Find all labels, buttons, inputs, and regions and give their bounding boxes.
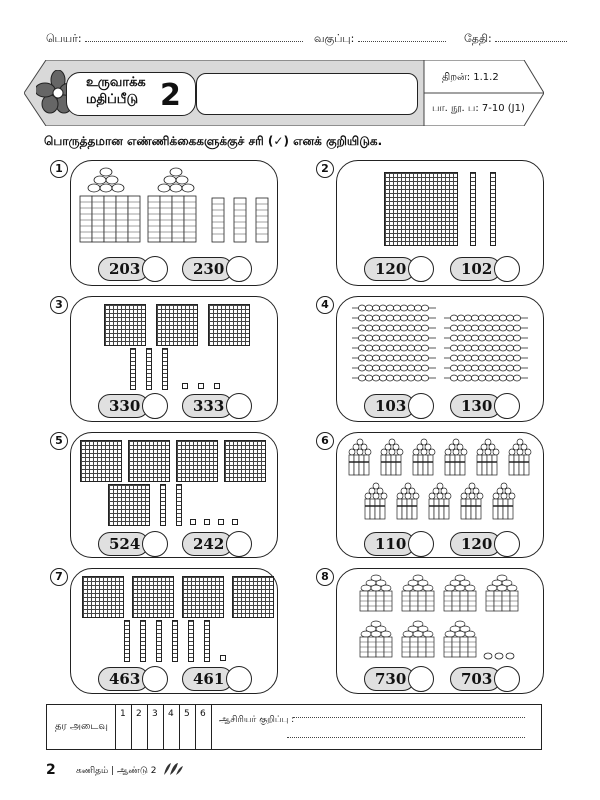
- date-field: [464, 32, 567, 47]
- unit-cube: [204, 519, 210, 525]
- name-label: பெயர்:: [46, 32, 82, 45]
- question-number-1: 1: [50, 160, 68, 178]
- level-cell-6[interactable]: 6: [195, 705, 212, 749]
- check-circle-3a[interactable]: [142, 393, 168, 419]
- check-circle-7b[interactable]: [226, 666, 252, 692]
- check-circle-6b[interactable]: [494, 531, 520, 557]
- hundred-block: [176, 440, 218, 482]
- skill-label: திறன்: 1.1.2: [442, 72, 499, 83]
- leaf-logo-icon: [162, 762, 184, 776]
- ten-rod: [124, 620, 130, 662]
- banner-blank-box: [196, 73, 418, 115]
- option-8b: 703: [450, 667, 501, 691]
- check-circle-8a[interactable]: [408, 666, 434, 692]
- unit-cube: [198, 383, 204, 389]
- teacher-note-line-1[interactable]: [293, 717, 525, 718]
- check-circle-4a[interactable]: [408, 393, 434, 419]
- name-line[interactable]: [85, 41, 303, 42]
- unit-cube: [182, 383, 188, 389]
- ten-rod: [156, 620, 162, 662]
- option-7a: 463: [98, 667, 149, 691]
- teacher-note-line-2[interactable]: [287, 737, 525, 738]
- hundred-block: [128, 440, 170, 482]
- ten-rod: [140, 620, 146, 662]
- option-4b: 130: [450, 394, 501, 418]
- option-5b: 242: [182, 532, 233, 556]
- hundred-block: [224, 440, 266, 482]
- unit-cube: [214, 383, 220, 389]
- level-cell-2[interactable]: 2: [131, 705, 148, 749]
- option-5a: 524: [98, 532, 149, 556]
- unit-cube: [220, 655, 226, 661]
- option-1b: 230: [182, 257, 233, 281]
- divider: [211, 705, 212, 749]
- grade-table: [46, 704, 542, 750]
- check-circle-6a[interactable]: [408, 531, 434, 557]
- title-line1: உருவாக்க: [86, 75, 146, 90]
- level-cell-1[interactable]: 1: [115, 705, 132, 749]
- book-label: கணிதம் | ஆண்டு 2: [76, 766, 157, 776]
- grade-label: தர அடைவு: [55, 721, 108, 732]
- question-number-3: 3: [50, 296, 68, 314]
- popsicle-bundles-illustration: [348, 438, 536, 524]
- question-number-5: 5: [50, 432, 68, 450]
- class-field: [314, 32, 446, 47]
- date-line[interactable]: [495, 41, 567, 42]
- check-circle-3b[interactable]: [226, 393, 252, 419]
- ten-rod: [160, 484, 166, 526]
- coin-piles-illustration: [358, 574, 528, 664]
- check-circle-8b[interactable]: [494, 666, 520, 692]
- hundred-block: [108, 484, 150, 526]
- option-3b: 333: [182, 394, 233, 418]
- question-number-7: 7: [50, 568, 68, 586]
- option-2a: 120: [364, 257, 415, 281]
- assessment-number: 2: [160, 78, 181, 113]
- unit-cube: [190, 519, 196, 525]
- ten-rod: [470, 172, 476, 246]
- option-4a: 103: [364, 394, 415, 418]
- check-circle-5b[interactable]: [226, 531, 252, 557]
- class-line[interactable]: [358, 41, 446, 42]
- option-2b: 102: [450, 257, 501, 281]
- page-number: 2: [46, 762, 56, 778]
- ten-rod: [188, 620, 194, 662]
- class-label: வகுப்பு:: [314, 32, 355, 45]
- option-7b: 461: [182, 667, 233, 691]
- date-label: தேதி:: [464, 32, 492, 45]
- check-circle-2b[interactable]: [494, 256, 520, 282]
- hundred-block: [232, 576, 274, 618]
- check-circle-4b[interactable]: [494, 393, 520, 419]
- option-6b: 120: [450, 532, 501, 556]
- teacher-note-label: ஆசிரியர் குறிப்பு :: [219, 715, 295, 725]
- check-circle-7a[interactable]: [142, 666, 168, 692]
- check-circle-2a[interactable]: [408, 256, 434, 282]
- option-1a: 203: [98, 257, 149, 281]
- hundred-block: [82, 576, 124, 618]
- level-cell-4[interactable]: 4: [163, 705, 180, 749]
- hundred-block: [80, 440, 122, 482]
- level-cell-3[interactable]: 3: [147, 705, 164, 749]
- option-6a: 110: [364, 532, 415, 556]
- check-circle-1a[interactable]: [142, 256, 168, 282]
- ten-rod: [162, 348, 168, 390]
- instruction-text: பொருத்தமான எண்ணிக்கைகளுக்குச் சரி (✓) எனக் குறியிடுக.: [44, 134, 383, 148]
- coin-stacks-illustration: [76, 166, 276, 246]
- bead-strings-illustration: [352, 304, 532, 388]
- check-circle-5a[interactable]: [142, 531, 168, 557]
- check-circle-1b[interactable]: [226, 256, 252, 282]
- option-3a: 330: [98, 394, 149, 418]
- hundred-block: [208, 304, 250, 346]
- question-number-4: 4: [316, 296, 334, 314]
- level-cell-5[interactable]: 5: [179, 705, 196, 749]
- question-number-2: 2: [316, 160, 334, 178]
- hundred-block: [384, 172, 458, 246]
- option-8a: 730: [364, 667, 415, 691]
- ten-rod: [490, 172, 496, 246]
- name-field: [46, 32, 303, 47]
- hundred-block: [132, 576, 174, 618]
- page-ref-label: பா. நூ. ப: 7-10 (J1): [432, 103, 525, 114]
- hundred-block: [156, 304, 198, 346]
- title-line2: மதிப்பீடு: [86, 92, 139, 107]
- ten-rod: [204, 620, 210, 662]
- hundred-block: [182, 576, 224, 618]
- unit-cube: [218, 519, 224, 525]
- ten-rod: [176, 484, 182, 526]
- question-number-8: 8: [316, 568, 334, 586]
- hundred-block: [104, 304, 146, 346]
- ten-rod: [172, 620, 178, 662]
- ten-rod: [130, 348, 136, 390]
- unit-cube: [232, 519, 238, 525]
- ten-rod: [146, 348, 152, 390]
- question-number-6: 6: [316, 432, 334, 450]
